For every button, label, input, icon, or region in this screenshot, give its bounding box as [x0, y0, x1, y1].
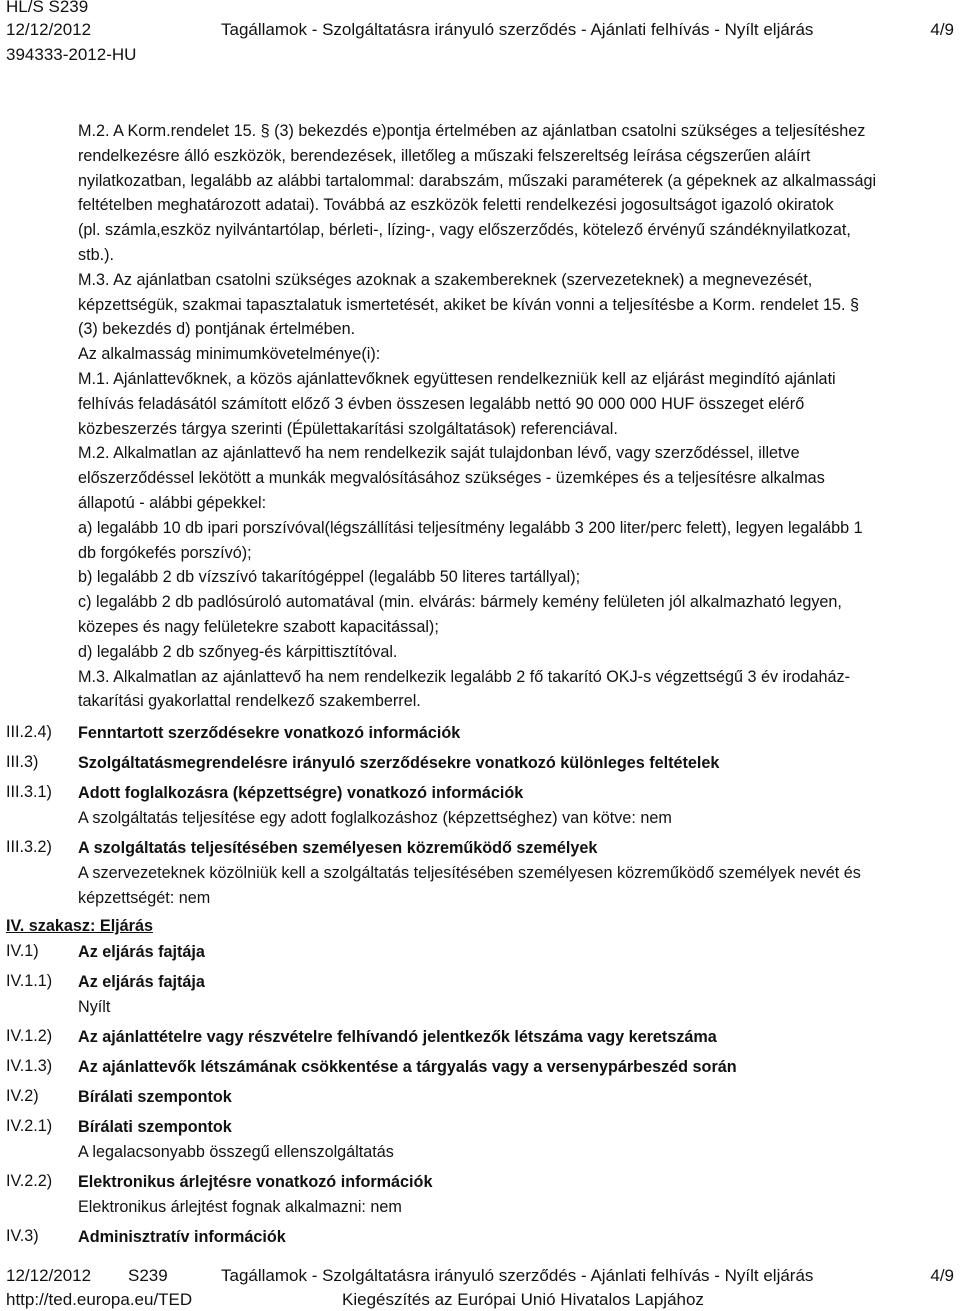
section-heading: Adott foglalkozásra (képzettségre) vonatkozó információk	[78, 784, 524, 802]
section-heading: Szolgáltatásmegrendelésre irányuló szerződésekre vonatkozó különleges feltételek	[78, 754, 720, 772]
section-text: Elektronikus árlejtést fognak alkalmazni: nem	[78, 1198, 402, 1216]
section-number: IV.2.1)	[6, 1117, 53, 1135]
body-line: M.2. Alkalmatlan az ajánlattevő ha nem rendelkezik saját tulajdonban lévő, vagy szerződéssel, illetve	[78, 444, 800, 463]
body-line: db forgókefés porszívó);	[78, 543, 252, 562]
body-line: M.2. A Korm.rendelet 15. § (3) bekezdés e)pontja értelmében az ajánlatban csatolni szükséges a teljesítéshez	[78, 122, 866, 140]
section-number: IV.2)	[6, 1087, 39, 1105]
header-date: 12/12/2012	[6, 20, 92, 39]
page-footer	[0, 1262, 960, 1311]
body-line: stb.).	[78, 245, 114, 264]
body-line: nyilatkozatban, legalább az alábbi tartalommal: darabszám, műszaki paraméterek (a gépeknek az alkalmassági	[78, 171, 877, 190]
page-header	[0, 0, 960, 70]
footer-title: Tagállamok - Szolgáltatásra irányuló szerződés - Ajánlati felhívás - Nyílt eljárás	[221, 1266, 814, 1285]
section-heading: Az eljárás fajtája	[78, 943, 205, 961]
footer-series: S239	[128, 1266, 168, 1285]
body-line: közepes és nagy felületekre szabott kapacitással);	[78, 617, 439, 636]
body-line: rendelkezésre álló eszközök, berendezések, illetőleg a műszaki felszereltség leírása cégszerűen aláírt	[78, 146, 811, 165]
section-text: A legalacsonyabb összegű ellenszolgáltatás	[78, 1143, 394, 1161]
section-heading: Az ajánlattevők létszámának csökkentése a tárgyalás vagy a versenypárbeszéd során	[78, 1058, 737, 1076]
section-number: IV.1.3)	[6, 1057, 53, 1075]
section-heading: Adminisztratív információk	[78, 1228, 286, 1246]
section-heading: Elektronikus árlejtésre vonatkozó információk	[78, 1173, 433, 1191]
section-text: Nyílt	[78, 998, 111, 1016]
body-line: b) legalább 2 db vízszívó takarítógéppel (legalább 50 literes tartállyal);	[78, 568, 581, 587]
section-heading: Az eljárás fajtája	[78, 973, 205, 991]
notice-number: 394333-2012-HU	[6, 45, 137, 64]
section-heading: Bírálati szempontok	[78, 1088, 232, 1106]
body-line: takarítási gyakorlattal rendelkező szakemberrel.	[78, 692, 421, 711]
body-line: közbeszerzés tárgya szerinti (Épülettakarítási szolgáltatások) referenciával.	[78, 419, 618, 438]
section-text: A szolgáltatás teljesítése egy adott foglalkozáshoz (képzettséghez) van kötve: nem	[78, 809, 672, 827]
section-number: III.3)	[6, 753, 39, 771]
body-line: állapotú - alábbi gépekkel:	[78, 493, 267, 512]
body-line: c) legalább 2 db padlósúroló automatával (min. elvárás: bármely kemény felületen jól alkalmazható legyen,	[78, 593, 842, 612]
section-number: III.3.2)	[6, 838, 52, 856]
footer-date: 12/12/2012	[6, 1266, 92, 1285]
footer-url[interactable]: http://ted.europa.eu/TED	[6, 1290, 193, 1309]
body-line: felhívás feladásától számított előző 3 évben összesen legalább nettó 90 000 000 HUF összeget elérő	[78, 394, 805, 413]
body-line: d) legalább 2 db szőnyeg-és kárpittisztítóval.	[78, 642, 398, 661]
body-line: a) legalább 10 db ipari porszívóval(légszállítási teljesítmény legalább 3 200 liter/perc felett), legyen legalább 1	[78, 518, 863, 537]
section-heading: Az ajánlattételre vagy részvételre felhívandó jelentkezők létszáma vagy keretszáma	[78, 1028, 717, 1046]
section-number: IV.1)	[6, 942, 39, 960]
section-text: képzettségét: nem	[78, 889, 211, 907]
body-text	[78, 119, 938, 714]
body-line: M.3. Az ajánlatban csatolni szükséges azoknak a szakembereknek (szervezeteknek) a megnevezését,	[78, 270, 813, 289]
body-line: Az alkalmasság minimumkövetelménye(i):	[78, 345, 381, 364]
body-line: előszerződéssel lekötött a munkák megvalósításához szükséges - üzemképes és a teljesítésre alkalmas	[78, 469, 825, 488]
body-line: (3) bekezdés d) pontjának értelmében.	[78, 320, 356, 339]
footer-publisher: Kiegészítés az Európai Unió Hivatalos Lapjához	[342, 1290, 704, 1309]
body-line: feltételben meghatározott adatai). Továbbá az eszközök feletti rendelkezési jogosultságot igazoló okiratok	[78, 196, 834, 215]
doc-id: HL/S S239	[6, 0, 89, 16]
footer-page-number: 4/9	[930, 1266, 954, 1285]
section-number: IV.3)	[6, 1227, 39, 1245]
section-number: III.2.4)	[6, 723, 52, 741]
body-line: képzettségük, szakmai tapasztalatuk ismertetését, akiket be kíván vonni a teljesítésbe a Korm. rendelet 15. §	[78, 295, 860, 314]
section-heading: A szolgáltatás teljesítésében személyesen közreműködő személyek	[78, 839, 598, 857]
section-number: IV.2.2)	[6, 1172, 53, 1190]
section-heading: Bírálati szempontok	[78, 1118, 232, 1136]
header-title: Tagállamok - Szolgáltatásra irányuló szerződés - Ajánlati felhívás - Nyílt eljárás	[221, 20, 814, 39]
body-line: M.3. Alkalmatlan az ajánlattevő ha nem rendelkezik legalább 2 fő takarító OKJ-s végzettségű 3 év irodaház-	[78, 667, 851, 686]
header-page-number: 4/9	[930, 20, 954, 39]
section-heading: Fenntartott szerződésekre vonatkozó információk	[78, 724, 461, 742]
section-text: A szervezeteknek közölniük kell a szolgáltatás teljesítésében személyesen közreműködő személyek nevét és	[78, 864, 861, 882]
section-title: IV. szakasz: Eljárás	[6, 917, 153, 935]
section-number: IV.1.2)	[6, 1027, 53, 1045]
section-number: IV.1.1)	[6, 972, 53, 990]
body-line: (pl. számla,eszköz nyilvántartólap, bérleti-, lízing-, vagy előszerződés, kötelező érvényű szándéknyilatkozat,	[78, 221, 851, 240]
body-line: M.1. Ajánlattevőknek, a közös ajánlattevőknek együttesen rendelkezniük kell az eljárást megindító ajánlati	[78, 369, 836, 388]
section-number: III.3.1)	[6, 783, 52, 801]
